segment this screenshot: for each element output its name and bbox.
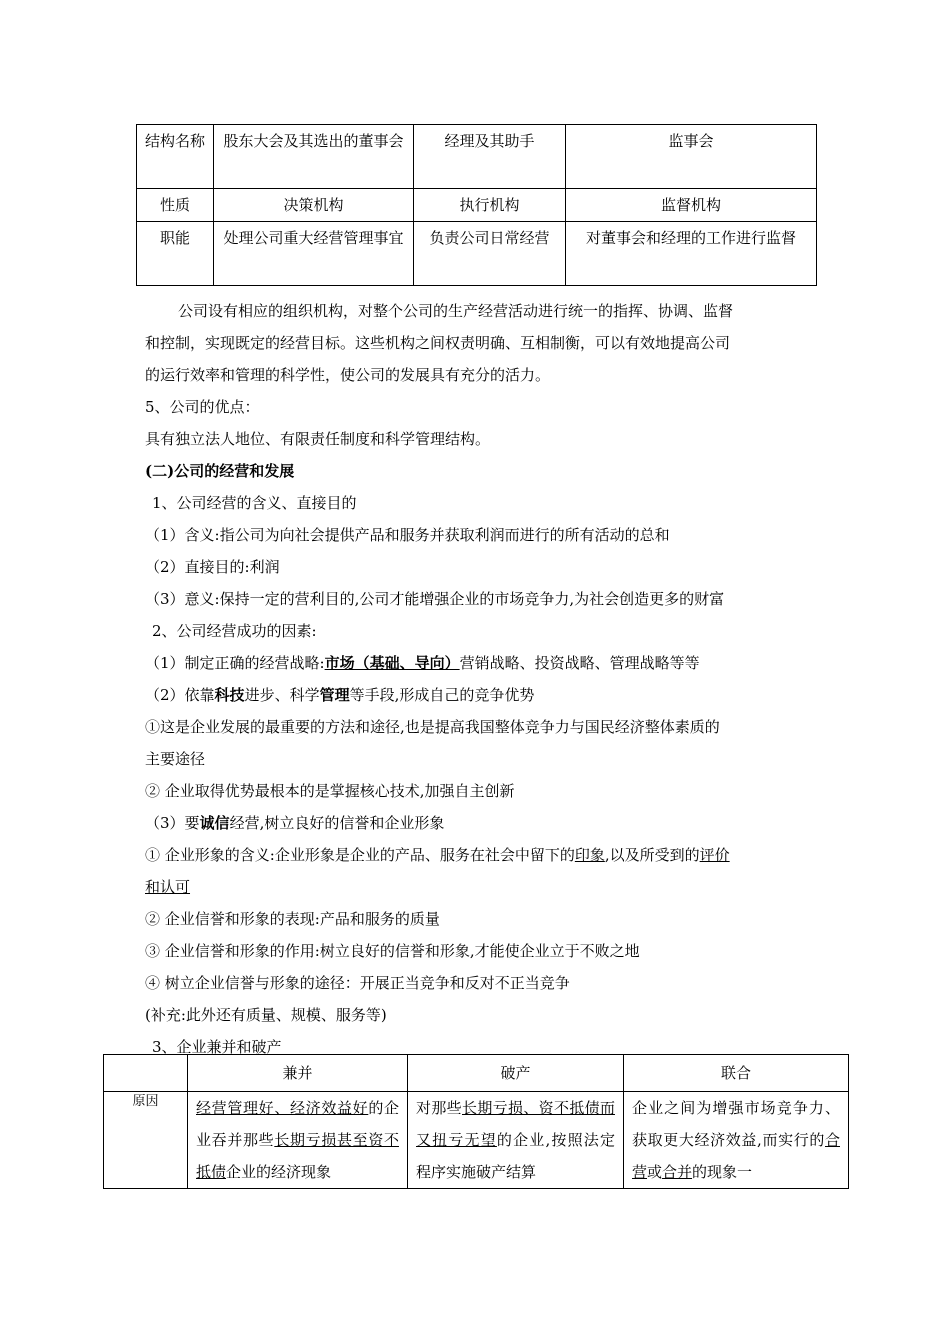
- text: （2）依靠: [145, 686, 215, 704]
- table-row: [137, 222, 817, 286]
- text: ① 企业形象的含义:企业形象是企业的产品、服务在社会中留下的: [145, 846, 575, 864]
- list-item: [145, 845, 825, 865]
- table-header-cell: 联合: [624, 1055, 849, 1092]
- text: 经营,树立良好的信誉和企业形象: [229, 814, 445, 832]
- list-item: ② 企业取得优势最根本的是掌握核心技术,加强自主创新: [145, 782, 515, 800]
- section-heading: (二)公司的经营和发展: [145, 462, 295, 480]
- text: 的企业,按照法定程序实施破产结算: [416, 1131, 615, 1181]
- table-cell: 股东大会及其选出的董事会: [214, 125, 414, 189]
- text: 等手段,形成自己的竞争优势: [349, 686, 535, 704]
- table-cell: 负责公司日常经营: [414, 222, 566, 286]
- underlined-term: 长期亏损、资不抵债而又扭亏无望: [416, 1099, 615, 1149]
- row-label: 原因: [104, 1092, 188, 1189]
- paragraph-line: 和控制，实现既定的经营目标。这些机构之间权责明确、互相制衡，可以有效地提高公司: [145, 334, 731, 352]
- text: 企业之间为增强市场竞争力、获取更大经济效益,而实行的: [632, 1099, 840, 1149]
- list-item: [145, 653, 825, 673]
- paragraph-line: 的运行效率和管理的科学性，使公司的发展具有充分的活力。: [145, 366, 551, 384]
- table-header-cell: 兼并: [188, 1055, 408, 1092]
- table-cell: 结构名称: [137, 125, 214, 189]
- text: 或: [647, 1163, 663, 1181]
- underlined-term: 评价: [699, 846, 730, 864]
- text: 进步、科学: [244, 686, 320, 704]
- table-row: [137, 189, 817, 222]
- list-item: ③ 企业信誉和形象的作用:树立良好的信誉和形象,才能使企业立于不败之地: [145, 942, 640, 960]
- table-cell-merge: [188, 1092, 408, 1189]
- table-cell: 决策机构: [214, 189, 414, 222]
- subheading: 3、企业兼并和破产: [152, 1038, 282, 1056]
- text: （1）制定正确的经营战略:: [145, 654, 325, 672]
- text: 的现象一: [692, 1163, 753, 1181]
- table-cell: 对董事会和经理的工作进行监督: [566, 222, 817, 286]
- list-item: ② 企业信誉和形象的表现:产品和服务的质量: [145, 910, 440, 928]
- emphasis: 诚信: [199, 814, 230, 832]
- list-item: ①这是企业发展的最重要的方法和途径,也是提高我国整体竞争力与国民经济整体素质的: [145, 718, 720, 736]
- text: ,以及所受到的: [604, 846, 700, 864]
- emphasis: 市场（基础、导向）: [324, 654, 460, 672]
- table-cell-union: [624, 1092, 849, 1189]
- table-cell: 职能: [137, 222, 214, 286]
- list-item: [145, 685, 825, 705]
- underlined-term: 长期亏损甚至资不抵债: [196, 1131, 399, 1181]
- list-item: 主要途径: [145, 750, 206, 768]
- text: 对那些: [416, 1099, 462, 1117]
- subheading: 2、公司经营成功的因素:: [152, 622, 317, 640]
- emphasis: 管理: [319, 686, 350, 704]
- underlined-term: 合并: [662, 1163, 693, 1181]
- table-row: [104, 1092, 849, 1189]
- table-cell: 经理及其助手: [414, 125, 566, 189]
- list-item: [145, 877, 825, 897]
- table-cell: 执行机构: [414, 189, 566, 222]
- text: 的企业吞并那些: [196, 1099, 399, 1149]
- table-header-cell: 破产: [408, 1055, 624, 1092]
- list-item: （2）直接目的:利润: [145, 558, 280, 576]
- list-item: ④ 树立企业信誉与形象的途径：开展正当竞争和反对不正当竞争: [145, 974, 570, 992]
- table-header-row: [104, 1055, 849, 1092]
- underlined-term: 合营: [632, 1131, 840, 1181]
- text: （3）要: [145, 814, 200, 832]
- table-cell: 监事会: [566, 125, 817, 189]
- underlined-term: 印象: [574, 846, 605, 864]
- underlined-term: 和认可: [145, 878, 191, 896]
- paragraph-line: 公司设有相应的组织机构，对整个公司的生产经营活动进行统一的指挥、协调、监督: [178, 302, 734, 320]
- list-item: （1）含义:指公司为向社会提供产品和服务并获取利润而进行的所有活动的总和: [145, 526, 670, 544]
- merger-bankruptcy-table: [103, 1054, 849, 1189]
- company-structure-table: [136, 124, 817, 286]
- emphasis: 科技: [214, 686, 245, 704]
- item-heading: 5、公司的优点：: [145, 398, 260, 416]
- item-body: 具有独立法人地位、有限责任制度和科学管理结构。: [145, 430, 491, 448]
- subheading: 1、公司经营的含义、直接目的: [152, 494, 357, 512]
- list-item: （3）意义:保持一定的营利目的,公司才能增强企业的市场竞争力,为社会创造更多的财富: [145, 590, 725, 608]
- underlined-term: 经营管理好、经济效益好: [196, 1099, 369, 1117]
- table-cell: 监督机构: [566, 189, 817, 222]
- table-cell: 性质: [137, 189, 214, 222]
- text: 营销战略、投资战略、管理战略等等: [459, 654, 700, 672]
- table-cell: 处理公司重大经营管理事宜: [214, 222, 414, 286]
- table-header-cell: [104, 1055, 188, 1092]
- table-cell-bankruptcy: [408, 1092, 624, 1189]
- note: (补充:此外还有质量、规模、服务等): [145, 1006, 387, 1024]
- text: 企业的经济现象: [226, 1163, 332, 1181]
- table-row: [137, 125, 817, 189]
- list-item: [145, 813, 825, 833]
